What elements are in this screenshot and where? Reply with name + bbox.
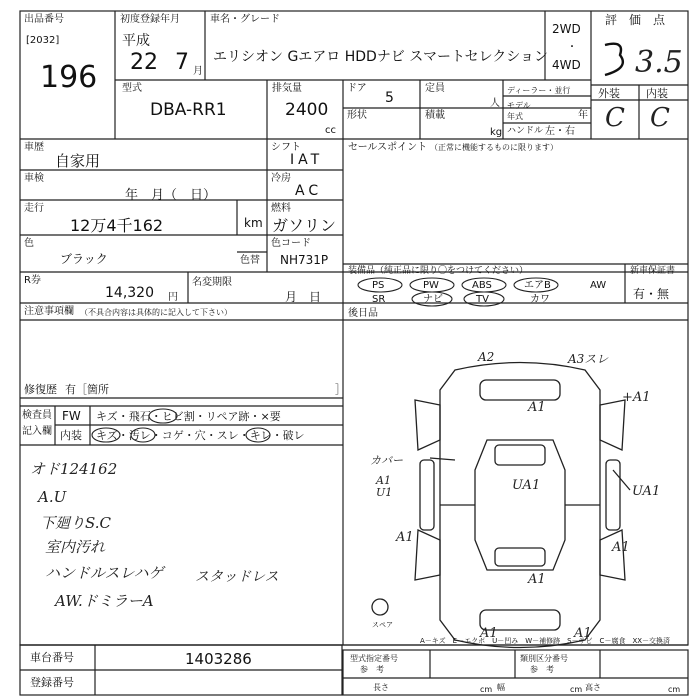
ext-label: 外装	[598, 87, 620, 100]
disp-value: 2400	[285, 100, 329, 120]
reg-no-label: 登録番号	[30, 676, 74, 689]
handnote-studless: スタッドレス	[195, 569, 279, 585]
repair-close: ］	[335, 383, 346, 396]
equipment-label: 装備品（純正品に限り〇をつけてください）	[348, 266, 529, 276]
mark-a1-left: A1	[376, 474, 391, 487]
capacity-label: 定員	[425, 83, 445, 94]
mark-a1-trunk: A1	[528, 572, 546, 587]
model-label: 型式	[122, 83, 142, 94]
recycle-value: 14,320	[105, 285, 154, 301]
spare-label: スペア	[372, 621, 393, 629]
reg-month: 7	[175, 50, 189, 75]
color-code-label: 色コード	[271, 238, 311, 249]
color-label: 色	[24, 238, 34, 249]
mark-ua1-right: UA1	[632, 484, 661, 499]
wd-2: 2WD	[552, 22, 581, 36]
height-label: 高さ	[585, 683, 601, 692]
inspection-label: 車検	[24, 173, 44, 184]
ac-label: 冷房	[271, 173, 291, 184]
fw-label: FW	[62, 409, 81, 423]
score-handwriting	[605, 44, 623, 75]
chassis-label: 車台番号	[30, 651, 74, 664]
recycle-unit: 円	[168, 292, 178, 303]
shift-value: IAT	[290, 152, 324, 168]
fuel-value: ガソリン	[272, 216, 337, 235]
mark-u1-left: U1	[376, 486, 393, 499]
capacity-unit: 人	[490, 98, 500, 109]
length-label: 長さ	[373, 683, 389, 692]
lot-number: 196	[40, 60, 98, 95]
fw-items: キズ・飛石・ヒビ割・リペア跡・×要	[96, 410, 281, 423]
int-items: キズ・汚レ・コゲ・穴・スレ・キレ・破レ	[96, 429, 305, 442]
car-name: エリシオン Gエアロ HDDナビ スマートセレクション	[213, 49, 549, 65]
handnote-au: A.U	[38, 488, 67, 506]
reg-date-label: 初度登録年月	[120, 14, 180, 25]
handle-label: ハンドル	[507, 126, 544, 136]
shift-label: シフト	[271, 142, 301, 153]
mileage-value: 12万4千162	[70, 216, 164, 235]
equip-tv: TV	[476, 294, 489, 305]
disp-unit: cc	[325, 125, 336, 136]
approval-label: 型式指定番号	[350, 654, 398, 663]
name-change-value: 月 日	[285, 290, 322, 304]
inspector-label-2: 記入欄	[22, 426, 52, 437]
repair-value: 有［箇所	[65, 383, 109, 396]
car-diagram	[372, 363, 630, 648]
shape-label: 形状	[347, 110, 367, 121]
paint-change-label: 色替	[240, 255, 260, 266]
wd-dot: ・	[567, 42, 577, 53]
equip-ps: PS	[372, 280, 385, 291]
model-value: DBA-RR1	[150, 100, 227, 120]
width-label: 幅	[497, 683, 505, 692]
mark-a1-bonnet: A1	[528, 400, 546, 415]
car-name-label: 車名・グレード	[210, 14, 280, 25]
lot-code: [2032]	[26, 35, 60, 46]
class-label: 類別区分番号	[520, 654, 568, 663]
usage-label: 車歴	[24, 142, 44, 153]
door-label: ドア	[347, 83, 367, 94]
name-change-label: 名変期限	[192, 277, 232, 288]
score-value: 3.5	[635, 45, 683, 80]
equip-aw: AW	[590, 280, 607, 291]
int-label: 内装	[646, 87, 668, 100]
mark-a1-rear-bumper-left: A1	[480, 626, 498, 641]
int-check-label: 内装	[60, 429, 82, 442]
reg-year: 22	[130, 50, 158, 75]
length-unit: cm	[480, 685, 493, 694]
handnote-odo: オド124162	[30, 460, 118, 478]
equip-leather: カワ	[530, 294, 550, 305]
height-unit: cm	[668, 685, 681, 694]
handnote-handle: ハンドルスレハゲ	[45, 564, 164, 582]
model-year-label: モデル 年式	[507, 101, 531, 121]
wd-4: 4WD	[552, 58, 581, 72]
handnote-aw: AW.ドミラーA	[55, 592, 154, 610]
reg-era: 平成	[122, 33, 150, 49]
sales-label: セールスポイント	[348, 142, 428, 153]
handle-options: 左・右	[545, 126, 575, 137]
mark-a3-scuff: A3スレ	[568, 352, 609, 366]
score-label: 評 価 点	[605, 13, 666, 27]
warranty-value: 有・無	[633, 287, 670, 301]
mark-ua1-roof: UA1	[512, 478, 541, 493]
mark-a1-front-right: +A1	[622, 390, 651, 405]
fuel-label: 燃料	[271, 203, 291, 214]
equip-airbag: エアB	[524, 280, 551, 291]
width-unit: cm	[570, 685, 583, 694]
mileage-unit: km	[244, 216, 263, 230]
approval-sub: 参 考	[360, 665, 384, 674]
handnote-underbody: 下廻りS.C	[40, 514, 111, 532]
notes-label: 注意事項欄	[24, 306, 74, 317]
mark-a1-rear-bumper-right: A1	[574, 626, 592, 641]
chassis-value: 1403286	[185, 650, 252, 668]
handnote-interior: 室内汚れ	[45, 538, 106, 556]
dealer-label: ディーラー・並行	[507, 86, 571, 95]
inspection-value: 年 月（ 日）	[125, 188, 217, 203]
mark-a2: A2	[478, 350, 495, 364]
class-sub: 参 考	[530, 665, 554, 674]
disp-label: 排気量	[272, 83, 302, 94]
year-unit: 年	[578, 110, 588, 121]
color-code-value: NH731P	[280, 253, 329, 267]
color-value: ブラック	[60, 252, 108, 266]
repair-label: 修復歴	[24, 383, 57, 396]
lot-label: 出品番号	[24, 14, 64, 25]
warranty-label: 新車保証書	[630, 266, 676, 276]
ext-grade: C	[605, 103, 625, 133]
mark-a1-rear-left: A1	[396, 530, 414, 545]
int-grade: C	[650, 103, 670, 133]
equip-navi: ナビ	[423, 294, 443, 305]
inspector-label-1: 検査員	[22, 410, 52, 421]
later-items-label: 後日品	[348, 308, 378, 319]
sales-sub: （正常に機能するものに限ります）	[430, 143, 558, 152]
mileage-label: 走行	[24, 203, 44, 214]
usage-value: 自家用	[55, 152, 101, 170]
load-label: 積載	[425, 110, 445, 121]
door-value: 5	[385, 90, 394, 106]
equip-pw: PW	[423, 280, 439, 291]
equip-sr: SR	[372, 294, 386, 305]
ac-value: AC	[295, 183, 323, 199]
notes-sub: （不具合内容は具体的に記入して下さい）	[80, 308, 232, 317]
mark-cover: カバー	[370, 454, 403, 467]
month-unit: 月	[193, 66, 203, 77]
equip-abs: ABS	[472, 280, 492, 291]
diagram-legend: A－キズ E－エクボ U－凹み W－補修跡 S－サビ C－腐食 XX－交換済	[420, 637, 671, 645]
load-unit: kg	[490, 127, 503, 138]
mark-a1-rear-right: A1	[612, 540, 630, 555]
recycle-label: R券	[24, 275, 41, 286]
